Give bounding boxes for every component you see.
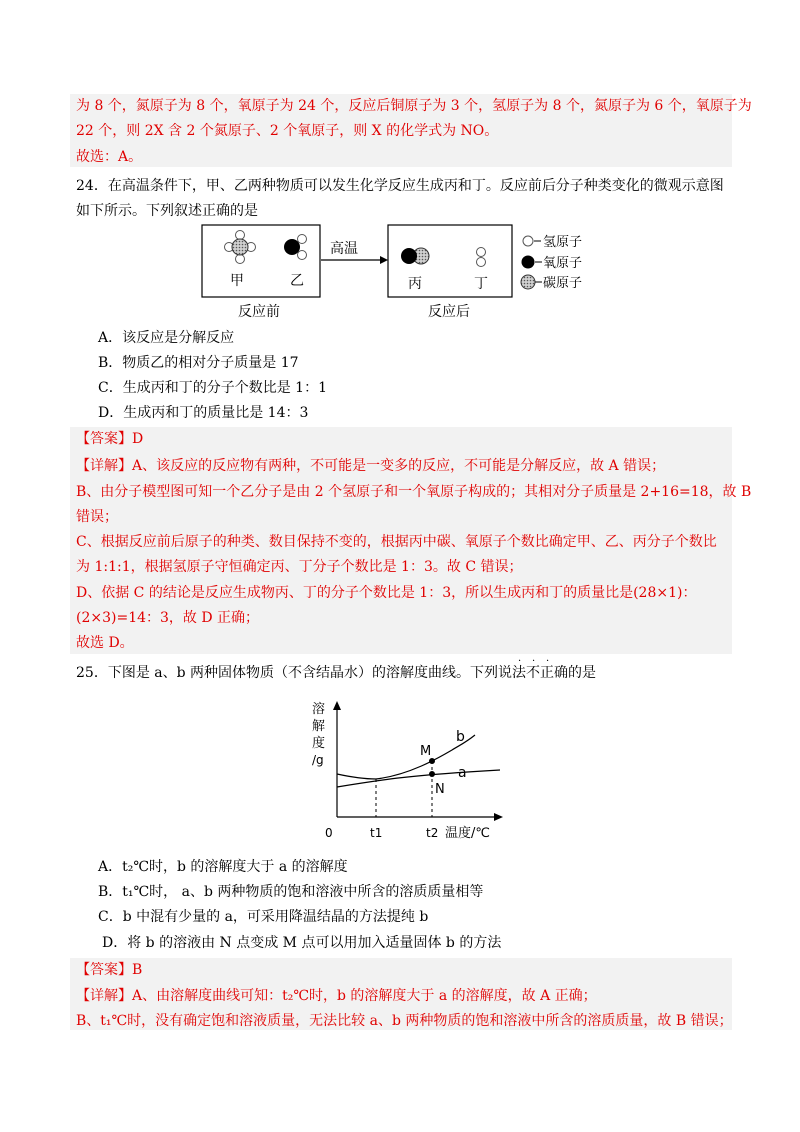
ylabel-char: /g: [312, 753, 324, 767]
detail-line: 错误；: [76, 509, 118, 525]
label-b: b: [456, 729, 465, 745]
x-axis-arrow: [494, 813, 503, 821]
caption-before: 反应前: [238, 304, 280, 320]
reaction-diagram: [190, 222, 620, 322]
option-d: D．将 b 的溶液由 N 点变成 M 点可以用加入适量固体 b 的方法: [102, 935, 502, 951]
label-a: a: [458, 765, 467, 781]
question-24-stem: 24．在高温条件下，甲、乙两种物质可以发生化学反应生成丙和丁。反应前后分子种类变化的微观示意图: [76, 178, 724, 194]
arrow-label: 高温: [330, 241, 358, 257]
answer-label: 【答案】B: [76, 962, 143, 978]
detail-line: (2×3)=14：3，故 D 正确；: [76, 610, 260, 626]
caption-after: 反应后: [428, 304, 470, 320]
legend-hydrogen: 氢原子: [543, 235, 583, 250]
answer-label: 【答案】D: [76, 431, 144, 447]
detail-line: 为 1:1:1，根据氢原子守恒确定丙、丁分子个数比是 1：3。故 C 错误；: [76, 559, 523, 575]
y-axis-arrow: [333, 701, 341, 710]
option-c: C．生成丙和丁的分子个数比是 1：1: [98, 380, 327, 396]
label-jia: 甲: [230, 273, 244, 289]
label-n: N: [435, 782, 445, 797]
answer-text-line: 为 8 个，氮原子为 8 个，氧原子为 24 个，反应后铜原子为 3 个，氢原子为 8 个，氮原子为 6 个，氧原子为: [76, 98, 752, 114]
legend-carbon: 碳原子: [543, 276, 583, 291]
tick-t1: t1: [370, 826, 383, 840]
label-m: M: [420, 744, 432, 759]
detail-line: 【详解】A、该反应的反应物有两种，不可能是一变多的反应，不可能是分解反应，故 A 错误；: [76, 458, 666, 474]
bing-molecule: [401, 248, 429, 264]
label-yi: 乙: [290, 273, 304, 289]
emphasis-dot: ·: [518, 656, 522, 667]
ding-molecule: [477, 248, 486, 267]
ylabel-char: 度: [312, 736, 326, 751]
legend-oxygen: 氧原子: [543, 256, 583, 271]
emphasis-dot: ·: [532, 656, 536, 667]
ylabel-char: 溶: [312, 702, 326, 717]
yi-molecule: [284, 235, 307, 260]
option-c: C．b 中混有少量的 a，可采用降温结晶的方法提纯 b: [98, 909, 429, 925]
question-25-stem: 25．下图是 a、b 两种固体物质（不含结晶水）的溶解度曲线。下列说法不正确的是: [76, 665, 597, 681]
detail-line: 【详解】A、由溶解度曲线可知：t₂℃时，b 的溶解度大于 a 的溶解度，故 A 正确；: [76, 988, 597, 1004]
option-a: A．该反应是分解反应: [98, 330, 235, 346]
label-bing: 丙: [408, 276, 422, 292]
answer-text-line: 22 个，则 2X 含 2 个氮原子、2 个氧原子，则 X 的化学式为 NO。: [76, 123, 499, 139]
emphasis-dot: ·: [546, 656, 550, 667]
arrow-head: [380, 256, 388, 264]
question-24-stem: 如下所示。下列叙述正确的是: [76, 203, 258, 219]
solubility-chart: [290, 695, 520, 845]
option-d: D．生成丙和丁的质量比是 14：3: [98, 405, 309, 421]
origin-label: 0: [325, 826, 333, 840]
detail-line: B、由分子模型图可知一个乙分子是由 2 个氢原子和一个氧原子构成的；其相对分子质量是 2+16=18，故 B: [76, 484, 752, 500]
detail-line: D、依据 C 的结论是反应生成物丙、丁的分子个数比是 1：3，所以生成丙和丁的质量比是(28×1)：: [76, 585, 697, 601]
detail-line: B、t₁℃时，没有确定饱和溶液质量，无法比较 a、b 两种物质的饱和溶液中所含的溶质质量，故 B 错误；: [76, 1013, 733, 1029]
diagram-legend: [521, 235, 582, 291]
label-ding: 丁: [474, 276, 488, 292]
option-b: B．物质乙的相对分子质量是 17: [98, 355, 299, 371]
answer-choice: 故选：A。: [76, 149, 143, 165]
ylabel-char: 解: [312, 719, 326, 734]
jia-molecule: [225, 231, 256, 264]
option-b: B．t₁℃时， a、b 两种物质的饱和溶液中所含的溶质质量相等: [98, 884, 484, 900]
tick-t2: t2: [426, 826, 439, 840]
detail-line: 故选 D。: [76, 635, 134, 651]
detail-line: C、根据反应前后原子的种类、数目保持不变的，根据丙中碳、氧原子个数比确定甲、乙、丙分子个数比: [76, 534, 717, 550]
option-a: A．t₂℃时，b 的溶解度大于 a 的溶解度: [98, 859, 348, 875]
xlabel: 温度/℃: [445, 826, 490, 841]
